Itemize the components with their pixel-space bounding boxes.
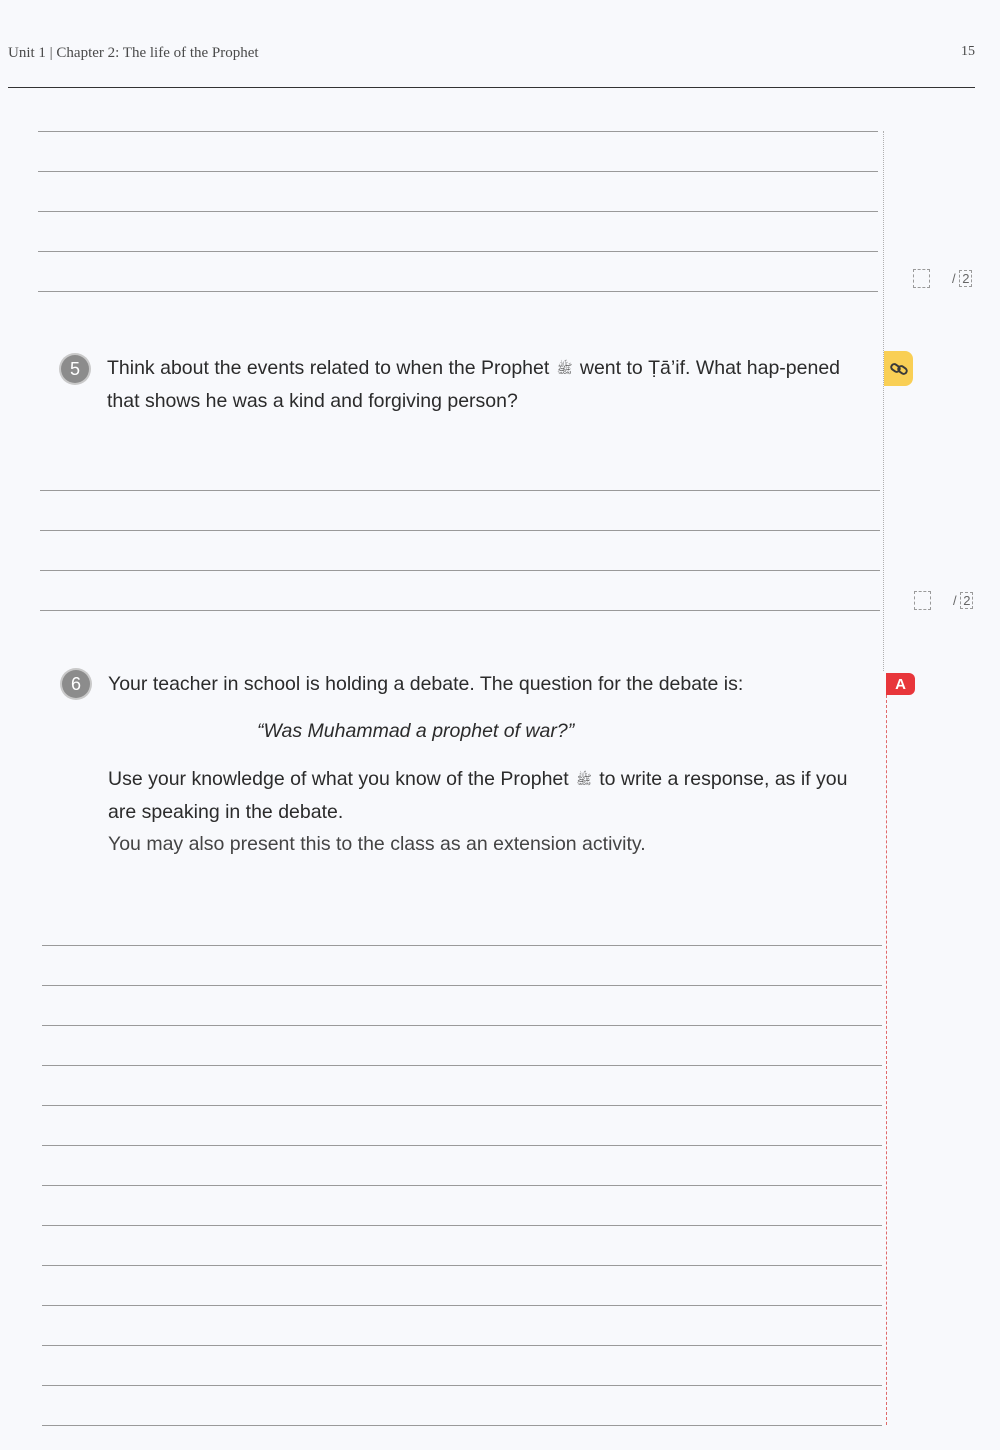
pbuh-symbol: ﷺ bbox=[576, 771, 592, 787]
link-icon bbox=[889, 359, 909, 379]
answer-line[interactable] bbox=[42, 1305, 882, 1306]
score-input[interactable] bbox=[913, 269, 930, 288]
answer-line[interactable] bbox=[42, 1385, 882, 1386]
extension-activity-note: You may also present this to the class as an extension activity. bbox=[108, 833, 646, 855]
answer-line[interactable] bbox=[42, 945, 882, 946]
answer-line[interactable] bbox=[40, 610, 880, 611]
question-6-text: Use your knowledge of what you know of the Prophet ﷺ to write a response, as if you are speaking in the debate. bbox=[108, 763, 878, 828]
pbuh-symbol: ﷺ bbox=[556, 360, 573, 376]
answer-line[interactable] bbox=[42, 1345, 882, 1346]
answer-line[interactable] bbox=[42, 1105, 882, 1106]
assessment-tag[interactable]: A bbox=[886, 673, 915, 695]
answer-line[interactable] bbox=[42, 1225, 882, 1226]
answer-line[interactable] bbox=[40, 570, 880, 571]
debate-question: “Was Muhammad a prophet of war?” bbox=[257, 720, 575, 742]
answer-line[interactable] bbox=[42, 1425, 882, 1426]
running-header: Unit 1 | Chapter 2: The life of the Prophet bbox=[8, 45, 259, 61]
answer-line[interactable] bbox=[40, 530, 880, 531]
margin-divider-assessment bbox=[886, 695, 887, 1425]
link-tag[interactable] bbox=[884, 351, 913, 386]
answer-line[interactable] bbox=[38, 251, 878, 252]
answer-line[interactable] bbox=[42, 1145, 882, 1146]
score-max: / 2 bbox=[953, 592, 973, 609]
answer-line[interactable] bbox=[42, 985, 882, 986]
question-number-badge: 5 bbox=[61, 355, 89, 383]
question-number-badge: 6 bbox=[62, 670, 90, 698]
answer-line[interactable] bbox=[42, 1065, 882, 1066]
page-number: 15 bbox=[961, 44, 975, 59]
answer-line[interactable] bbox=[42, 1185, 882, 1186]
answer-line[interactable] bbox=[40, 490, 880, 491]
question-5-text: Think about the events related to when the Prophet ﷺ went to Ṭā’if. What hap-pened that shows he was a kind and forgiving person? bbox=[107, 352, 847, 417]
answer-line[interactable] bbox=[38, 171, 878, 172]
answer-line[interactable] bbox=[38, 211, 878, 212]
answer-line[interactable] bbox=[38, 291, 878, 292]
margin-divider bbox=[883, 131, 884, 671]
answer-line[interactable] bbox=[42, 1265, 882, 1266]
answer-line[interactable] bbox=[42, 1025, 882, 1026]
header-rule bbox=[8, 87, 975, 88]
score-input[interactable] bbox=[914, 591, 931, 610]
score-max: / 2 bbox=[952, 270, 972, 287]
question-6-intro: Your teacher in school is holding a debate. The question for the debate is: bbox=[108, 673, 744, 695]
answer-line[interactable] bbox=[38, 131, 878, 132]
